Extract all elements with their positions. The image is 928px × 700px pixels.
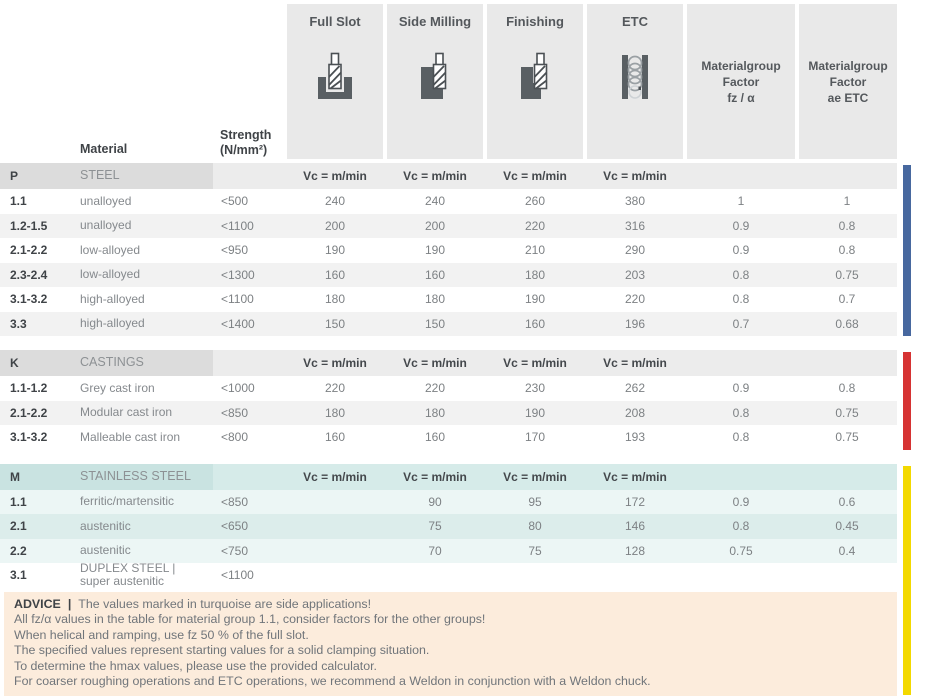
cell-full-slot: 240	[324, 194, 346, 209]
factor-label-line2: Factor	[829, 74, 867, 89]
cell-factor-fz: 0.8	[732, 292, 750, 307]
cell-etc: 262	[624, 381, 646, 396]
cell-side-milling	[385, 563, 485, 588]
advice-more-lines	[14, 612, 889, 690]
accent-bar-k	[903, 352, 911, 450]
cell-strength: <1100	[221, 568, 254, 583]
cell-factor-ae: 0.75	[835, 267, 859, 282]
table-row	[0, 238, 897, 263]
cell-etc: 146	[624, 519, 646, 534]
cell-factor-fz: 0.8	[732, 519, 750, 534]
material-text: ferritic/martensitic	[80, 494, 175, 508]
cell-factor-ae: 0.8	[838, 381, 856, 396]
cell-strength: <950	[221, 243, 249, 258]
section-gap	[0, 450, 928, 464]
cell-code: 3.1-3.2	[10, 292, 48, 307]
material-text-line2: super austenitic	[80, 574, 165, 588]
factor-label-line3: ae ETC	[827, 90, 869, 105]
material-text: austenitic	[80, 543, 131, 557]
material-column-header: Material	[80, 142, 128, 156]
column-header-side-milling	[387, 4, 483, 159]
cell-side-milling: 70	[428, 543, 442, 558]
empty-cell	[797, 464, 897, 490]
group-code: P	[0, 163, 78, 189]
advice-line: The specified values represent starting values for a solid clamping situation.	[14, 643, 430, 657]
cell-full-slot: 200	[324, 218, 346, 233]
cell-code: 3.1-3.2	[10, 430, 48, 445]
cell-full-slot: 190	[324, 243, 346, 258]
factor-label-line1: Materialgroup	[701, 58, 781, 73]
factor-label-line1: Materialgroup	[808, 58, 888, 73]
vc-unit-label: Vc = m/min	[285, 350, 385, 376]
column-label: Finishing	[506, 14, 564, 29]
cell-full-slot: 180	[324, 405, 346, 420]
cell-material	[78, 287, 213, 312]
cell-strength: <750	[221, 543, 249, 558]
cell-factor-fz: 0.9	[732, 243, 750, 258]
cell-material	[78, 425, 213, 450]
cell-finishing: 80	[528, 519, 542, 534]
cell-material	[78, 539, 213, 564]
cell-factor-fz: 0.9	[732, 381, 750, 396]
cell-factor-fz: 0.9	[732, 218, 750, 233]
empty-cell	[213, 350, 285, 376]
cell-code: 2.1	[10, 519, 27, 534]
cell-side-milling: 200	[424, 218, 446, 233]
advice-separator: |	[67, 596, 72, 611]
column-label: Side Milling	[398, 14, 472, 29]
full-slot-icon	[287, 51, 383, 103]
group-name-text: STAINLESS STEEL	[80, 468, 191, 483]
cell-finishing: 160	[524, 316, 546, 331]
material-group-p	[0, 163, 928, 336]
advice-line: For coarser roughing operations and ETC operations, we recommend a Weldon in conjunction with a Weldon chuck.	[14, 674, 651, 688]
cell-side-milling: 160	[424, 430, 446, 445]
material-text: low-alloyed	[80, 267, 141, 281]
cell-material	[78, 214, 213, 239]
column-header-etc	[587, 4, 683, 159]
material-text: Malleable cast iron	[80, 429, 181, 444]
cell-strength: <1100	[221, 218, 254, 233]
cell-finishing: 230	[524, 381, 546, 396]
advice-line: All fz/α values in the table for material group 1.1, consider factors for the other groups!	[14, 612, 486, 626]
material-text: low-alloyed	[80, 242, 141, 257]
cell-code: 2.3-2.4	[10, 267, 48, 282]
vc-unit-label: Vc = m/min	[585, 350, 685, 376]
column-label: Full Slot	[309, 14, 361, 29]
accent-bar-p	[903, 165, 911, 336]
cell-etc: 290	[624, 243, 646, 258]
cell-factor-fz: 1	[737, 194, 745, 209]
cell-material	[78, 312, 213, 337]
cell-etc: 316	[624, 218, 646, 233]
section-gap	[0, 336, 928, 350]
material-text: austenitic	[80, 518, 131, 533]
cell-finishing: 180	[524, 267, 546, 282]
table-row	[0, 514, 897, 539]
empty-cell	[685, 163, 797, 189]
group-code: M	[0, 464, 78, 490]
cell-material	[78, 376, 213, 401]
vc-unit-label: Vc = m/min	[285, 163, 385, 189]
group-name-text: STEEL	[80, 168, 120, 183]
cell-code: 3.3	[10, 316, 27, 331]
cell-factor-ae: 0.68	[835, 316, 859, 331]
empty-cell	[797, 350, 897, 376]
table-row	[0, 214, 897, 239]
cell-full-slot	[285, 563, 385, 588]
cell-factor-fz: 0.8	[732, 405, 750, 420]
table-row	[0, 189, 897, 214]
cell-strength: <1300	[221, 267, 255, 282]
cell-code: 1.1	[10, 194, 27, 209]
cell-finishing: 190	[524, 292, 546, 307]
vc-unit-label: Vc = m/min	[285, 464, 385, 490]
cell-factor-fz: 0.75	[729, 543, 753, 558]
advice-block	[4, 592, 897, 696]
strength-column-header	[220, 128, 271, 158]
advice-label: ADVICE	[14, 596, 61, 611]
cell-factor-fz	[685, 563, 797, 588]
group-code: K	[0, 350, 78, 376]
vc-unit-label: Vc = m/min	[585, 464, 685, 490]
vc-unit-label: Vc = m/min	[385, 163, 485, 189]
cell-side-milling: 190	[424, 243, 446, 258]
cell-material	[78, 238, 213, 263]
cell-side-milling: 75	[428, 519, 442, 534]
cell-side-milling: 180	[424, 405, 446, 420]
column-header-factor-2	[799, 4, 897, 159]
cell-material	[78, 563, 213, 588]
material-group-m	[0, 464, 928, 588]
cell-code: 2.1-2.2	[10, 405, 48, 420]
etc-icon	[587, 51, 683, 103]
group-name	[78, 163, 213, 189]
material-text: unalloyed	[80, 193, 132, 208]
cell-finishing: 95	[528, 494, 542, 509]
cell-factor-ae: 1	[843, 194, 851, 209]
cell-finishing: 260	[524, 194, 546, 209]
cell-strength: <500	[221, 194, 249, 209]
cell-etc: 203	[624, 267, 646, 282]
cell-strength: <850	[221, 494, 249, 509]
cell-code: 2.2	[10, 543, 27, 558]
cell-full-slot	[285, 539, 385, 564]
cell-strength: <650	[221, 519, 249, 534]
cell-factor-ae: 0.4	[838, 543, 856, 558]
cell-factor-fz: 0.9	[732, 494, 750, 509]
cell-material	[78, 189, 213, 214]
cell-finishing: 170	[524, 430, 546, 445]
cell-material	[78, 490, 213, 515]
table-body	[0, 163, 928, 588]
cell-side-milling: 90	[428, 494, 442, 509]
column-label: ETC	[622, 14, 648, 29]
cell-code: 1.2-1.5	[10, 218, 48, 233]
cell-strength: <1400	[221, 316, 255, 331]
cell-full-slot: 160	[324, 267, 346, 282]
cell-finishing: 75	[528, 543, 542, 558]
cell-material	[78, 263, 213, 288]
strength-label-line1: Strength	[220, 128, 272, 142]
cell-factor-ae: 0.8	[838, 218, 856, 233]
cell-full-slot: 220	[324, 381, 346, 396]
empty-cell	[213, 163, 285, 189]
factor-label-line3: fz / α	[727, 90, 755, 105]
cell-code: 1.1-1.2	[10, 381, 48, 396]
cell-code: 1.1	[10, 494, 27, 509]
advice-line: To determine the hmax values, please use the provided calculator.	[14, 658, 377, 673]
table-row	[0, 312, 897, 337]
cell-material	[78, 401, 213, 426]
empty-cell	[797, 163, 897, 189]
cell-etc	[585, 563, 685, 588]
cell-factor-fz: 0.7	[732, 316, 750, 331]
cell-factor-ae: 0.7	[838, 292, 856, 307]
cell-side-milling: 150	[424, 316, 446, 331]
cell-side-milling: 240	[424, 194, 446, 209]
cell-full-slot: 180	[324, 292, 346, 307]
cell-full-slot: 160	[324, 430, 346, 445]
strength-label-line2: (N/mm²)	[220, 143, 268, 157]
material-text: high-alloyed	[80, 291, 145, 306]
cell-etc: 196	[624, 316, 646, 331]
vc-unit-label: Vc = m/min	[385, 350, 485, 376]
material-text: high-alloyed	[80, 316, 145, 330]
column-header-finishing	[487, 4, 583, 159]
cell-finishing: 190	[524, 405, 546, 420]
vc-unit-label: Vc = m/min	[485, 464, 585, 490]
finishing-icon	[487, 51, 583, 103]
cell-etc: 380	[624, 194, 646, 209]
table-row	[0, 563, 897, 588]
vc-unit-label: Vc = m/min	[385, 464, 485, 490]
cell-side-milling: 160	[424, 267, 446, 282]
vc-unit-label: Vc = m/min	[485, 163, 585, 189]
cell-factor-ae	[797, 563, 897, 588]
material-text: Grey cast iron	[80, 380, 155, 395]
cell-factor-ae: 0.6	[838, 494, 856, 509]
material-text: DUPLEX STEEL |	[80, 563, 176, 575]
empty-cell	[685, 350, 797, 376]
cell-full-slot: 150	[324, 316, 346, 331]
group-header-row	[0, 163, 897, 189]
cell-strength: <1100	[221, 292, 254, 307]
advice-line	[14, 597, 889, 613]
group-name	[78, 464, 213, 490]
empty-cell	[213, 464, 285, 490]
empty-cell	[685, 464, 797, 490]
side-milling-icon	[387, 51, 483, 103]
cell-etc: 220	[624, 292, 646, 307]
cell-side-milling: 220	[424, 381, 446, 396]
cell-finishing: 220	[524, 218, 546, 233]
group-header-row	[0, 350, 897, 376]
cell-factor-ae: 0.45	[835, 519, 859, 534]
factor-label-line2: Factor	[722, 74, 760, 89]
cell-finishing	[485, 563, 585, 588]
group-name	[78, 350, 213, 376]
cell-full-slot	[285, 490, 385, 515]
cell-strength: <850	[221, 405, 249, 420]
table-row	[0, 287, 897, 312]
cell-factor-fz: 0.8	[732, 430, 750, 445]
cell-etc: 128	[624, 543, 646, 558]
material-text: Modular cast iron	[80, 405, 173, 419]
cell-full-slot	[285, 514, 385, 539]
cell-etc: 193	[624, 430, 646, 445]
cell-material	[78, 514, 213, 539]
table-row	[0, 376, 897, 401]
cell-factor-ae: 0.75	[835, 405, 859, 420]
vc-unit-label: Vc = m/min	[585, 163, 685, 189]
material-group-k	[0, 350, 928, 450]
column-header-factor-1	[687, 4, 795, 159]
cell-strength: <800	[221, 430, 249, 445]
cell-factor-ae: 0.75	[835, 430, 859, 445]
advice-line: When helical and ramping, use fz 50 % of the full slot.	[14, 627, 309, 642]
table-header	[0, 0, 928, 163]
cell-factor-ae: 0.8	[838, 243, 856, 258]
cell-code: 2.1-2.2	[10, 243, 48, 258]
cell-etc: 172	[624, 494, 646, 509]
table-row	[0, 539, 897, 564]
cell-side-milling: 180	[424, 292, 446, 307]
cell-finishing: 210	[524, 243, 546, 258]
column-header-full-slot	[287, 4, 383, 159]
table-row	[0, 401, 897, 426]
cell-strength: <1000	[221, 381, 255, 396]
group-name-text: CASTINGS	[80, 355, 144, 370]
cell-factor-fz: 0.8	[732, 267, 750, 282]
accent-bar-m	[903, 466, 911, 695]
table-row	[0, 490, 897, 515]
vc-unit-label: Vc = m/min	[485, 350, 585, 376]
material-text: unalloyed	[80, 218, 132, 232]
cell-etc: 208	[624, 405, 646, 420]
advice-text: The values marked in turquoise are side applications!	[78, 596, 372, 611]
table-row	[0, 263, 897, 288]
table-row	[0, 425, 897, 450]
group-header-row	[0, 464, 897, 490]
cell-code: 3.1	[10, 568, 27, 583]
